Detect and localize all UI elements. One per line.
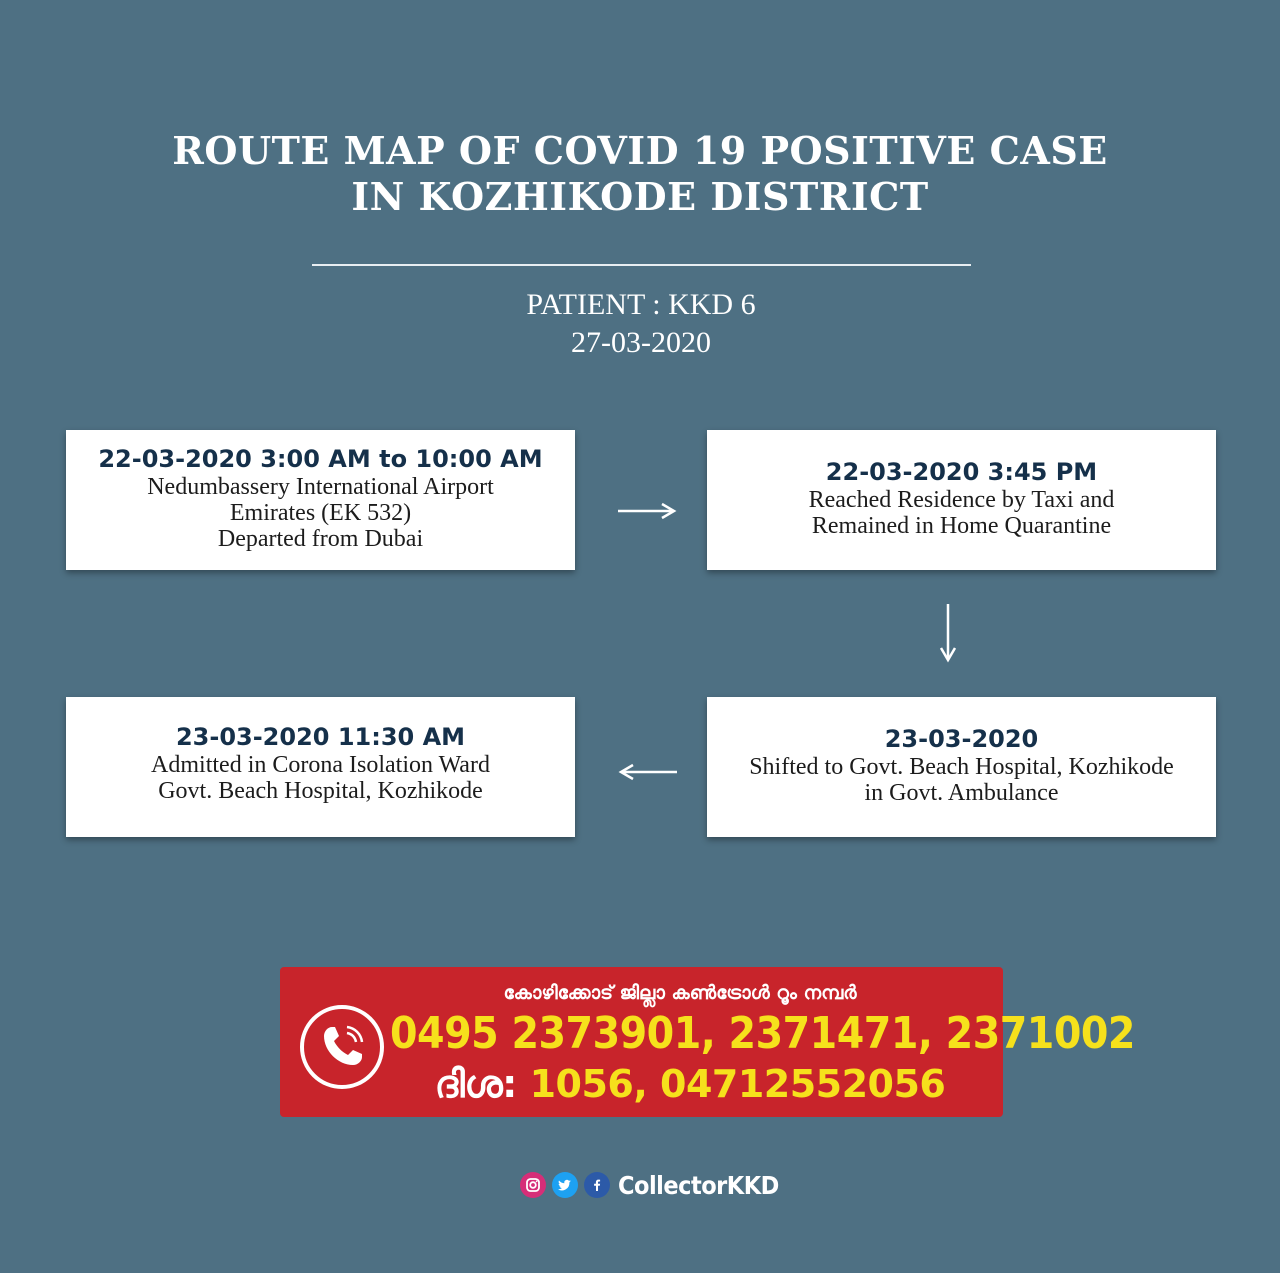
route-step-3 bbox=[707, 697, 1216, 837]
step-1-line-3: Departed from Dubai bbox=[217, 526, 424, 552]
step-4-line-1: Admitted in Corona Isolation Ward bbox=[151, 752, 490, 778]
page-title bbox=[0, 128, 1280, 220]
instagram-icon bbox=[520, 1172, 546, 1198]
control-room-numbers: 0495 2373901, 2371471, 2371002 bbox=[390, 1008, 1135, 1059]
step-2-line-1: Reached Residence by Taxi and bbox=[808, 487, 1115, 513]
step-2-line-2: Remained in Home Quarantine bbox=[811, 513, 1112, 539]
step-4-line-2: Govt. Beach Hospital, Kozhikode bbox=[158, 778, 483, 804]
arrow-left-icon bbox=[617, 761, 679, 783]
footer-social bbox=[520, 1170, 779, 1200]
arrow-down-icon bbox=[937, 602, 959, 664]
title-divider bbox=[312, 264, 971, 266]
step-4-time: 23-03-2020 11:30 AM bbox=[175, 723, 466, 751]
disha-numbers: 1056, 04712552056 bbox=[529, 1062, 946, 1106]
arrow-right-icon bbox=[616, 500, 678, 522]
step-1-time: 22-03-2020 3:00 AM to 10:00 AM bbox=[98, 445, 543, 473]
report-date: 27-03-2020 bbox=[571, 326, 711, 359]
title-line-1: ROUTE MAP OF COVID 19 POSITIVE CASE bbox=[172, 128, 1108, 173]
route-step-1 bbox=[66, 430, 575, 570]
step-1-line-2: Emirates (EK 532) bbox=[229, 500, 412, 526]
twitter-icon bbox=[552, 1172, 578, 1198]
patient-id: PATIENT : KKD 6 bbox=[526, 288, 756, 321]
phone-icon bbox=[300, 1005, 384, 1089]
title-line-2: IN KOZHIKODE DISTRICT bbox=[351, 174, 929, 219]
step-3-line-2: in Govt. Ambulance bbox=[864, 780, 1059, 806]
facebook-icon bbox=[584, 1172, 610, 1198]
disha-label: ദിശ: bbox=[434, 1062, 517, 1106]
patient-info bbox=[0, 286, 1280, 362]
route-step-2 bbox=[707, 430, 1216, 570]
control-room-banner bbox=[280, 967, 1135, 1117]
step-2-time: 22-03-2020 3:45 PM bbox=[825, 458, 1098, 486]
step-1-line-1: Nedumbassery International Airport bbox=[147, 474, 494, 500]
collector-handle: CollectorKKD bbox=[618, 1170, 779, 1200]
control-room-title: കോഴിക്കോട് ജില്ലാ കൺട്രോൾ റൂം നമ്പർ bbox=[503, 982, 857, 1004]
step-3-time: 23-03-2020 bbox=[884, 725, 1039, 753]
step-3-line-1: Shifted to Govt. Beach Hospital, Kozhikode bbox=[749, 754, 1174, 780]
disha-helpline bbox=[390, 1061, 990, 1107]
route-step-4 bbox=[66, 697, 575, 837]
